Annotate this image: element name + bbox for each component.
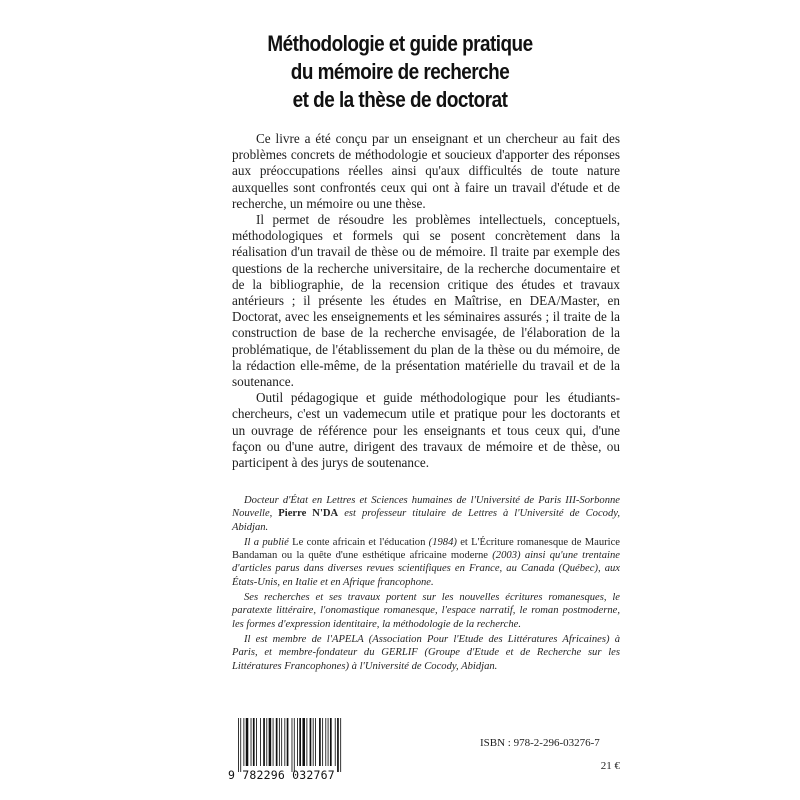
barcode-bar — [302, 718, 305, 766]
barcode-bar — [319, 718, 321, 766]
bio-p2-d: et — [460, 536, 468, 548]
description-paragraph-3: Outil pédagogique et guide méthodologique pour les étudiants-chercheurs, c'est un vademecum utile et pratique pour les doctorants et un ouvrage de référence pour les enseignants et tous ceux qui, d'une façon ou d'une autre, dirigent des travaux de mémoire et de thèse, ou participent à des jurys de soutenance. — [232, 390, 620, 471]
price: 21 € — [600, 760, 620, 772]
bio-p2-c: (1984) — [425, 536, 461, 548]
barcode-bar — [246, 718, 249, 766]
barcode-bar — [325, 718, 326, 766]
barcode-bar — [273, 718, 274, 766]
barcode-bar — [240, 718, 241, 772]
bio-p2-f: (2003) — [488, 550, 525, 562]
barcode-bar — [251, 718, 252, 766]
bio-paragraph-4: Il est membre de l'APELA (Association Pour l'Etude des Littératures Africaines) à Paris, et membre-fondateur du GERLIF (Groupe d'Etude et de Recherche sur les Littératures Francophones) à l'Université de Cocody, Abidjan. — [232, 633, 620, 672]
book-title — [228, 30, 572, 114]
barcode-bar — [256, 718, 257, 766]
barcode-bar — [299, 718, 301, 766]
title-line-3: et de la thèse de doctorat — [292, 87, 508, 112]
barcode-bar — [340, 718, 341, 772]
barcode-bar — [266, 718, 267, 766]
bio-paragraph-2 — [232, 536, 620, 589]
title-line-2: du mémoire de recherche — [290, 59, 510, 84]
barcode-bar — [335, 718, 336, 766]
barcode-bar — [306, 718, 307, 766]
barcode-bar — [260, 718, 261, 766]
bio-paragraph-1 — [232, 494, 620, 534]
bio-p2-e: L'Écriture romanesque de Maurice Bandaman ou la quête d'une esthétique africaine moderne — [232, 536, 620, 562]
barcode-bar — [322, 718, 323, 766]
title-line-1: Méthodologie et guide pratique — [267, 31, 533, 56]
barcode-bar — [328, 718, 329, 766]
barcode-bar — [313, 718, 314, 766]
barcode-bar — [294, 718, 295, 772]
description-paragraph-1: Ce livre a été conçu par un enseignant et un chercheur au fait des problèmes concrets de méthodologie et soucieux d'apporter des réponses aux préoccupations réelles ainsi qu'aux difficultés de toute nature auxquelles sont confrontés ceux qui ont à faire un travail d'étude et de recherche, un mémoire ou une thèse. — [232, 131, 620, 211]
barcode-bar — [315, 718, 316, 766]
barcode-bar — [310, 718, 312, 766]
bio-paragraph-3: Ses recherches et ses travaux portent sur les nouvelles écritures romanesques, le paratexte littéraire, l'onomastique romanesque, l'espace narratif, le roman postmoderne, les formes d'expression identitaire, la méthodologie de la recherche. — [232, 592, 620, 630]
book-description — [232, 131, 620, 471]
barcode-bar — [297, 718, 298, 766]
barcode-bar — [281, 718, 282, 766]
bio-p1-start: Docteur d'État en Lettres et Sciences humaines de l'Université de Paris III-Sorbonne Nouvelle, — [232, 495, 620, 520]
barcode-bar — [330, 718, 332, 766]
barcode-bar — [269, 718, 272, 766]
barcode-bar — [238, 718, 239, 772]
barcode-digits: 9 782296 032767 — [228, 768, 335, 782]
description-paragraph-2: Il permet de résoudre les problèmes intellectuels, conceptuels, méthodologiques et formels qui se posent concrètement dans la réalisation d'un travail de thèse ou de mémoire. Il traite par exemple des questions de la recherche universitaire, de la recherche documentaire et de la bibliographie, de la recension critique des études et travaux antérieurs ; il présente les études en Maîtrise, en DEA/Master, en Doctorat, avec les enseignements et les séminaires assurés ; il traite de la construction de base de la recherche envisagée, de l'élaboration de la problématique, de l'établissement du plan de la thèse ou du mémoire, de la rédaction elle-même, de la présentation matérielle du travail et de la soutenance. — [232, 212, 620, 390]
author-bio — [232, 494, 620, 675]
bio-p2-b: Le conte africain et l'éducation — [292, 536, 426, 548]
barcode-bar — [263, 718, 265, 766]
bio-p2-g: ainsi qu'une trentaine d'articles parus dans diverses revues scientifiques en France, au Canada (Québec), aux États-Unis, en Italie et en Afrique francophone. — [232, 550, 620, 588]
barcode-bar — [253, 718, 255, 766]
barcode-bar — [279, 718, 280, 766]
barcode-bar — [284, 718, 285, 766]
barcode-bar — [276, 718, 278, 766]
barcode-bar — [243, 718, 244, 766]
bio-p1-end: est professeur titulaire de Lettres à l'Université de Cocody, Abidjan. — [232, 508, 621, 533]
barcode-bar — [287, 718, 289, 766]
barcode-bar — [337, 718, 339, 772]
bio-p2-a: Il a publié — [244, 536, 293, 548]
author-name: Pierre N'DA — [278, 508, 339, 520]
isbn: ISBN : 978-2-296-03276-7 — [480, 737, 600, 749]
barcode-bar — [292, 718, 293, 772]
